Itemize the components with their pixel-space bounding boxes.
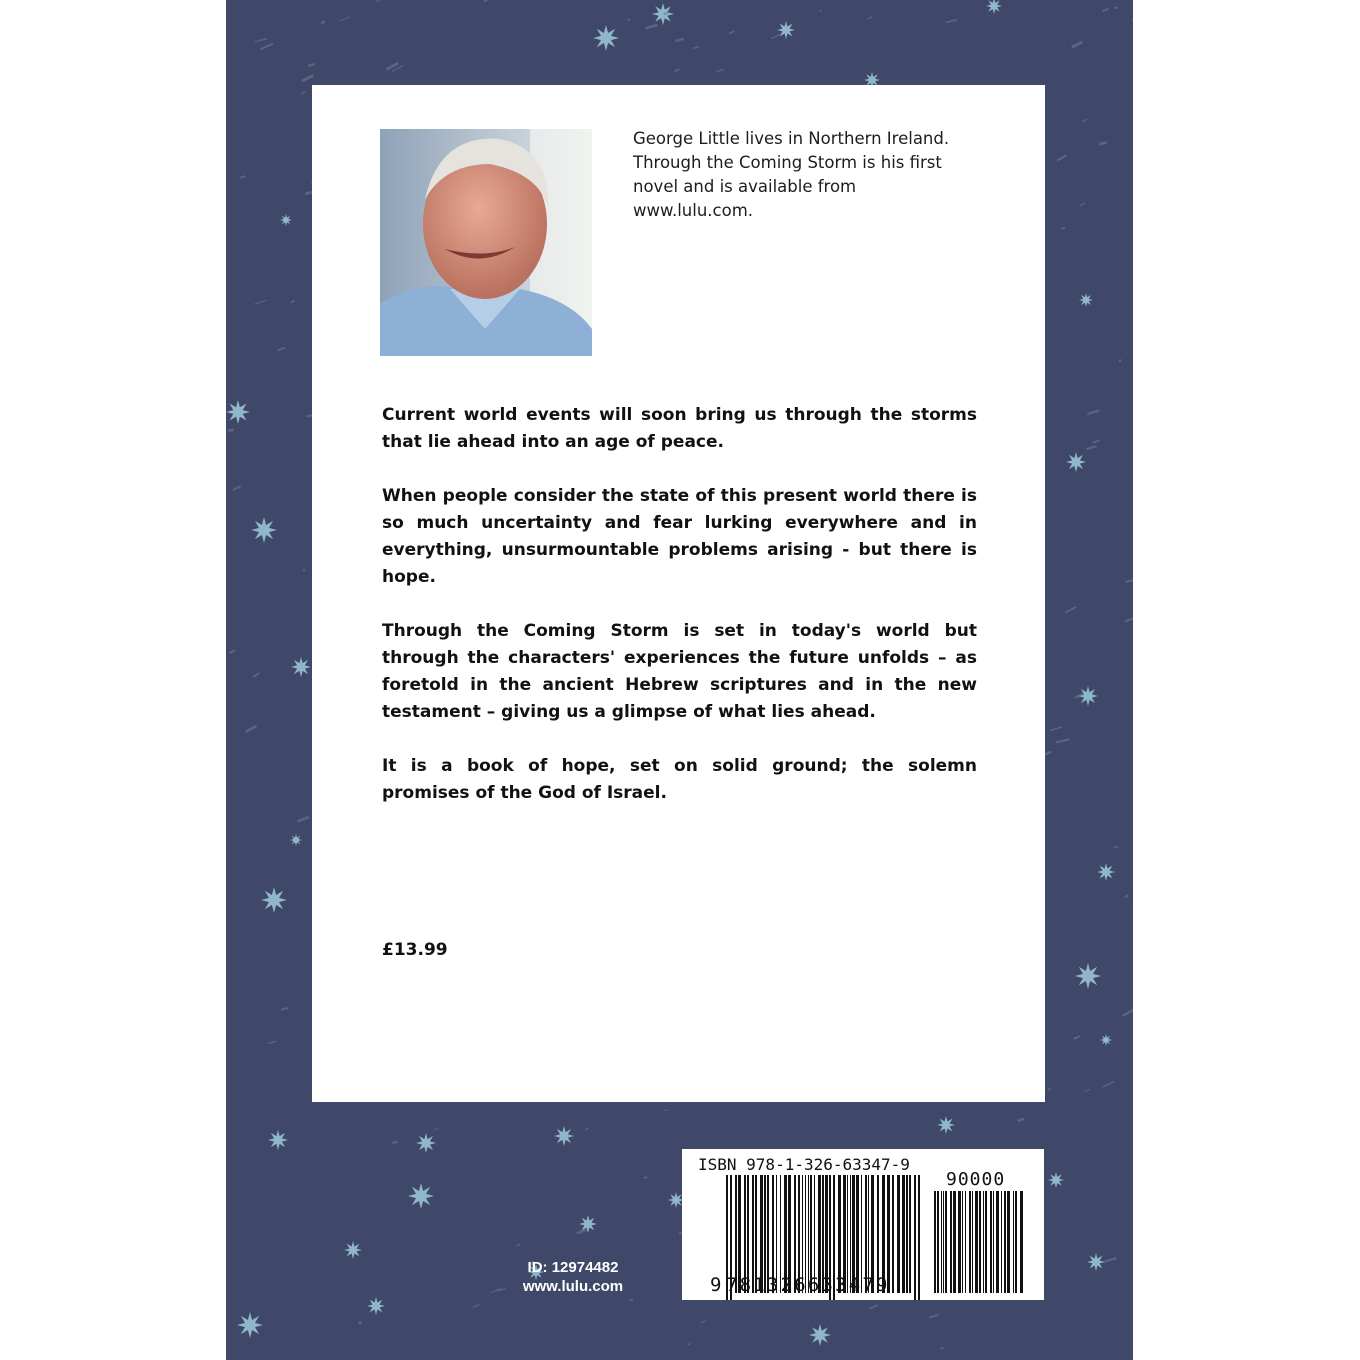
star-icon (416, 1133, 436, 1153)
star-icon (1075, 963, 1101, 989)
star-icon (652, 3, 674, 25)
star-icon (1079, 293, 1093, 307)
star-icon (937, 1116, 955, 1134)
star-icon (344, 1241, 362, 1259)
star-icon (777, 21, 795, 39)
bio-line: George Little lives in Northern Ireland. (633, 129, 950, 148)
isbn-number: ISBN 978-1-326-63347-9 (698, 1155, 910, 1174)
blurb-paragraph: When people consider the state of this present world there is so much uncertainty and fear lurking everywhere and in everything, unsurmountable problems arising - but there is hope. (382, 486, 977, 587)
star-icon (1100, 1034, 1112, 1046)
publisher-id: ID: 12974482 (527, 1259, 619, 1276)
white-text-panel (312, 85, 1045, 1102)
blurb-paragraph: Through the Coming Storm is set in today's world but through the characters' experiences the future unfolds – as foretold in the ancient Hebrew scriptures and in the new testament – giving us a glimpse of what lies ahead. (382, 621, 977, 722)
star-icon (408, 1183, 434, 1209)
publisher-url: www.lulu.com (522, 1278, 624, 1295)
star-icon (226, 400, 250, 424)
author-bio (633, 127, 963, 223)
star-icon (986, 0, 1002, 14)
star-icon (268, 1130, 288, 1150)
star-icon (290, 834, 302, 846)
blurb-paragraph: It is a book of hope, set on solid ground; the solemn promises of the God of Israel. (382, 756, 977, 803)
star-icon (367, 1297, 385, 1315)
isbn-barcode (682, 1149, 1044, 1300)
blurb-paragraph: Current world events will soon bring us through the storms that lie ahead into an age of peace. (382, 405, 977, 452)
bio-line: www.lulu.com. (633, 201, 754, 220)
star-icon (809, 1324, 831, 1346)
publisher-info (503, 1258, 643, 1296)
author-photo (380, 129, 592, 356)
star-icon (554, 1126, 574, 1146)
star-icon (1097, 863, 1115, 881)
star-icon (291, 657, 311, 677)
star-icon (237, 1312, 263, 1338)
bio-line: novel and is available from (633, 177, 857, 196)
star-icon (251, 517, 277, 543)
book-price: £13.99 (382, 940, 448, 960)
book-blurb (382, 402, 977, 834)
star-icon (1066, 452, 1086, 472)
star-icon (261, 887, 287, 913)
barcode-first-digit: 9 (710, 1274, 722, 1296)
star-icon (1048, 1172, 1064, 1188)
star-icon (280, 214, 292, 226)
star-icon (1087, 1253, 1105, 1271)
book-back-cover (226, 0, 1133, 1360)
bio-line: Through the Coming Storm is his first (633, 153, 942, 172)
star-icon (593, 25, 619, 51)
barcode-addon-number: 90000 (946, 1169, 1006, 1190)
barcode-digits: 781326633479 (726, 1274, 890, 1296)
